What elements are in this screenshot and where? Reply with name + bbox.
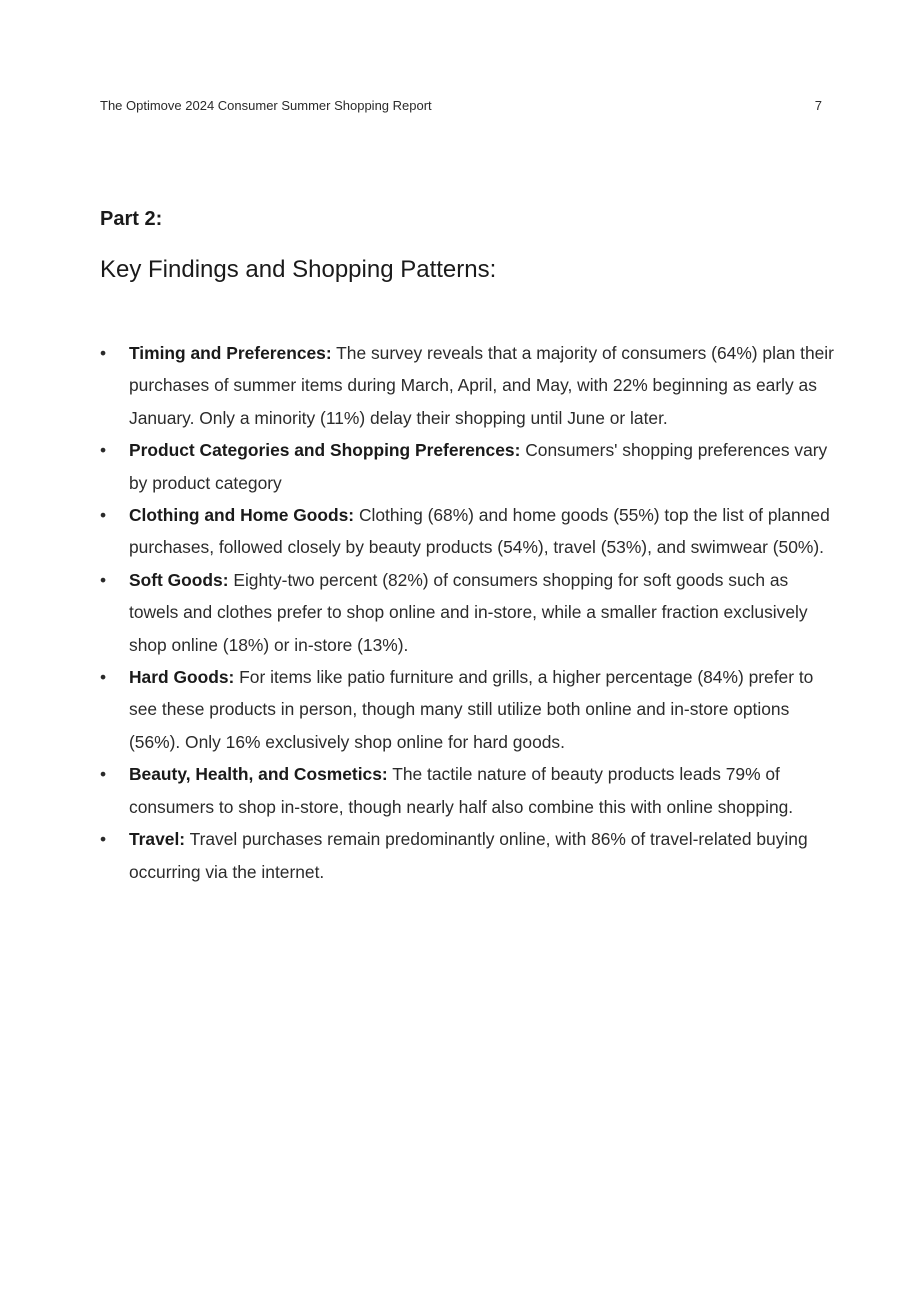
finding-text: For items like patio furniture and grills, a higher percentage (84%) prefer to see these products in person, though many still utilize both online and in-store options (56%). Only 16% exclusively shop online for hard goods. <box>129 667 814 752</box>
finding-term: Hard Goods: <box>129 667 235 688</box>
finding-text: The tactile nature of beauty products leads 79% of consumers to shop in-store, though nearly half also combine this with online shopping. <box>129 764 794 817</box>
finding-timing <box>100 337 840 434</box>
report-title: The Optimove 2024 Consumer Summer Shopping Report <box>100 98 432 113</box>
finding-term: Clothing and Home Goods: <box>129 505 355 526</box>
bullet-marker: • <box>100 343 107 363</box>
page-header <box>100 98 822 113</box>
finding-travel <box>100 823 840 888</box>
bullet-marker: • <box>100 569 107 590</box>
finding-text: The survey reveals that a majority of consumers (64%) plan their purchases of summer items during March, April, and May, with 22% beginning as early as January. Only a minority (11%) delay their shopping until June or later. <box>129 343 834 428</box>
finding-text: Consumers' shopping preferences vary by product category <box>129 440 828 493</box>
finding-product-categories <box>100 434 840 499</box>
finding-beauty <box>100 758 840 823</box>
finding-clothing-home <box>100 499 840 564</box>
finding-hard-goods <box>100 661 840 758</box>
finding-text: Travel purchases remain predominantly online, with 86% of travel-related buying occurring via the internet. <box>129 829 808 882</box>
finding-term: Travel: <box>129 829 186 850</box>
finding-text: Eighty-two percent (82%) of consumers shopping for soft goods such as towels and clothes prefer to shop online and in-store, while a smaller fraction exclusively shop online (18%) or in-store (13%). <box>129 569 808 655</box>
finding-soft-goods <box>100 564 840 661</box>
part-label: Part 2: <box>100 208 163 230</box>
finding-term: Timing and Preferences: <box>129 343 332 363</box>
finding-text: Clothing (68%) and home goods (55%) top the list of planned purchases, followed closely by beauty products (54%), travel (53%), and swimwear (50%). <box>129 505 830 558</box>
bullet-marker: • <box>100 764 107 785</box>
bullet-marker: • <box>100 440 107 461</box>
bullet-marker: • <box>100 505 107 526</box>
section-title: Key Findings and Shopping Patterns: <box>100 256 497 283</box>
finding-term: Soft Goods: <box>129 569 229 590</box>
findings-list <box>100 337 840 888</box>
finding-term: Product Categories and Shopping Preferences: <box>129 440 521 461</box>
finding-term: Beauty, Health, and Cosmetics: <box>129 764 388 785</box>
bullet-marker: • <box>100 829 107 850</box>
page-number: 7 <box>814 98 822 113</box>
bullet-marker: • <box>100 667 107 688</box>
